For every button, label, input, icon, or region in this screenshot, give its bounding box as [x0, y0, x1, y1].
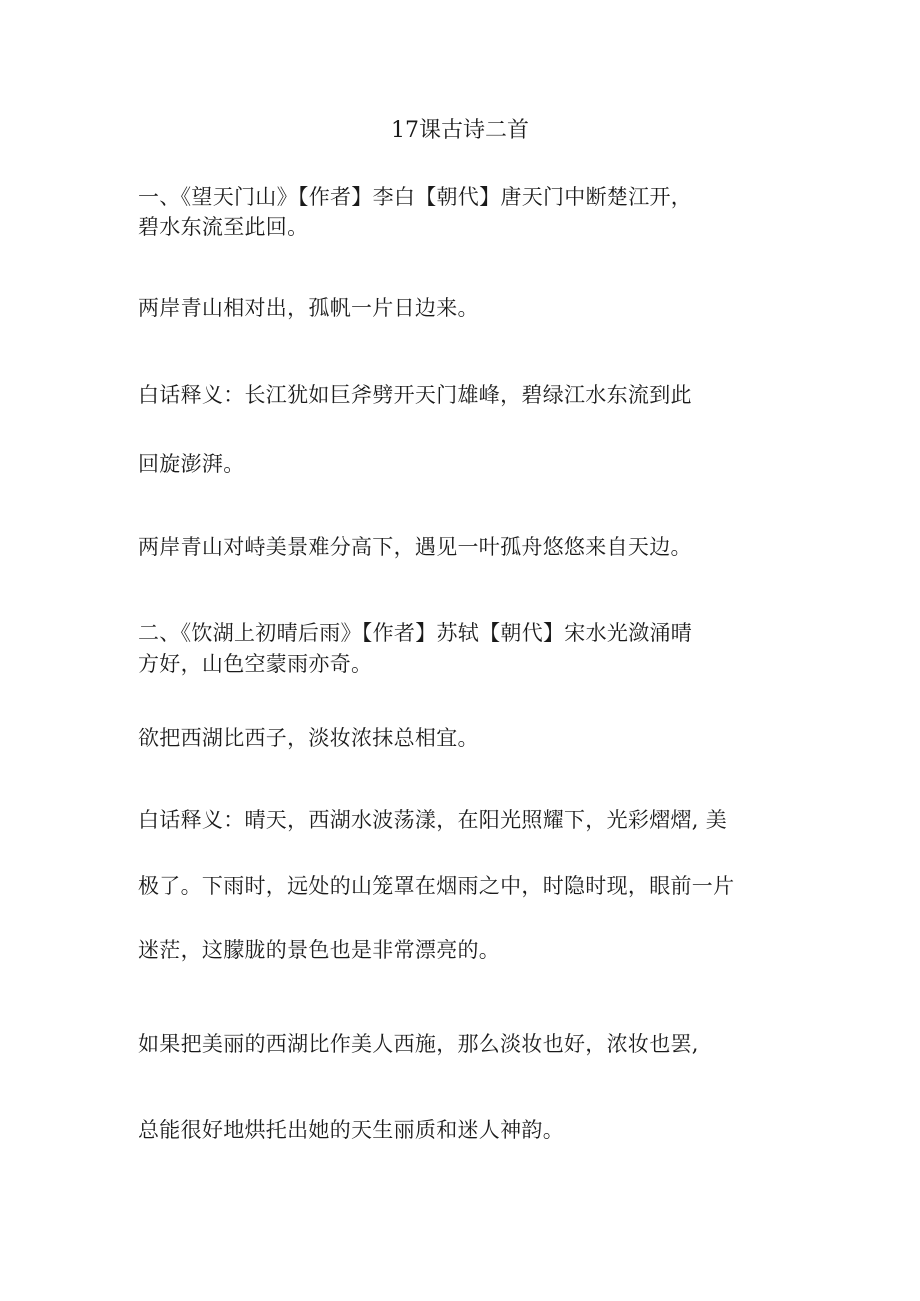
text-line: 迷茫，这朦胧的景色也是非常漂亮的。: [138, 938, 501, 962]
text-line: 二、《饮湖上初晴后雨》【作者】苏轼【朝代】宋水光潋涌晴: [138, 621, 693, 645]
document-title: 17课古诗二首: [391, 118, 529, 143]
text-line: 总能很好地烘托出她的天生丽质和迷人神韵。: [138, 1118, 564, 1142]
text-line: 白话释义：晴天，西湖水波荡漾，在阳光照耀下，光彩熠熠, 美: [138, 808, 728, 832]
text-line: 一、《望天门山》【作者】李白【朝代】唐天门中断楚江开，: [138, 185, 693, 209]
text-line: 两岸青山相对出，孤帆一片日边来。: [138, 296, 479, 320]
text-line: 碧水东流至此回。: [138, 215, 309, 239]
text-line: 回旋澎湃。: [138, 452, 245, 476]
text-line: 两岸青山对峙美景难分高下，遇见一叶孤舟悠悠来自天边。: [138, 535, 692, 559]
text-line: 方好，山色空蒙雨亦奇。: [138, 652, 373, 676]
text-line: 白话释义：长江犹如巨斧劈开天门雄峰，碧绿江水东流到此: [138, 383, 692, 407]
text-line: 如果把美丽的西湖比作美人西施，那么淡妆也好，浓妆也罢,: [138, 1032, 699, 1056]
text-line: 欲把西湖比西子，淡妆浓抹总相宜。: [138, 726, 479, 750]
text-line: 极了。下雨时，远处的山笼罩在烟雨之中，时隐时现，眼前一片: [138, 874, 735, 898]
